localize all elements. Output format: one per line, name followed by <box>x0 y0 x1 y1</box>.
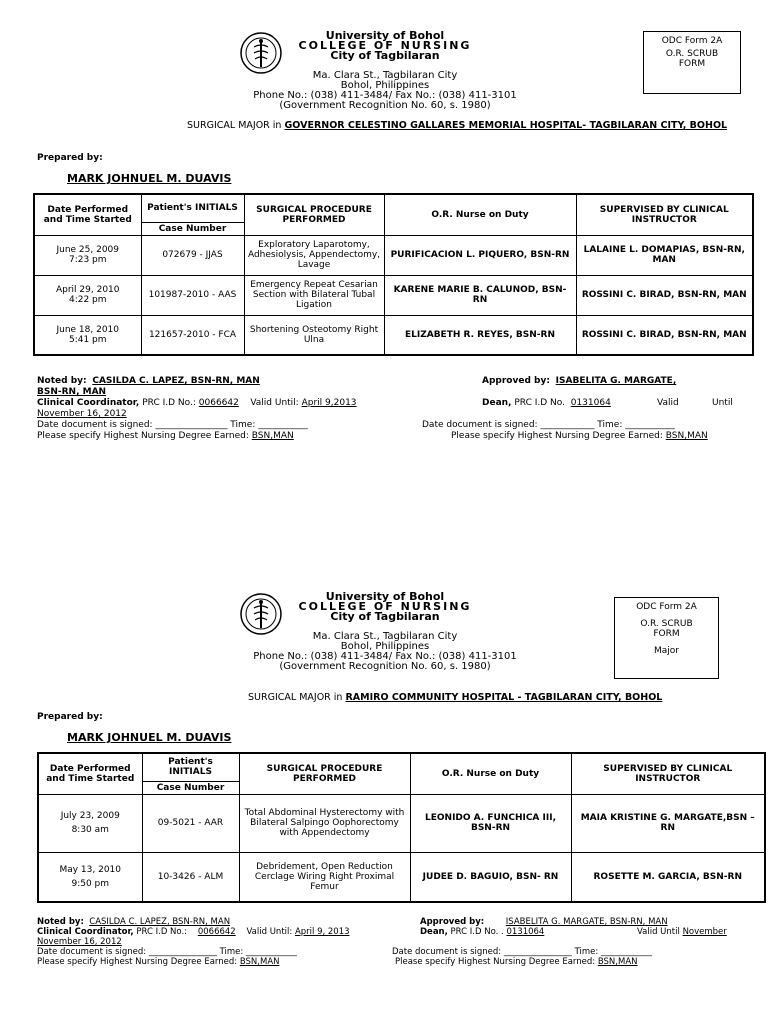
approved-by-name: ISABELITA G. MARGATE, BSN-RN, MAN <box>505 917 668 927</box>
procedure-cell: Total Abdominal Hysterectomy with Bilateral Salpingo Oophorectomy with Appendectomy <box>239 794 410 852</box>
nurse-cell: PURIFICACION L. PIQUERO, BSN-RN <box>384 235 576 275</box>
degree-label-right: Please specify Highest Nursing Degree Earned: <box>451 431 663 441</box>
col-case-number: Case Number <box>142 781 239 794</box>
noted-by-label: Noted by: <box>37 376 87 386</box>
col-patient: Patient's INITIALS <box>141 194 244 222</box>
phone-fax: Phone No.: (038) 411-3484/ Fax No.: (038) 411-3101 <box>253 651 517 662</box>
odc-form-title: O.R. SCRUB <box>665 49 719 59</box>
prc-number: 0066642 <box>197 927 236 937</box>
col-procedure: SURGICAL PROCEDURE PERFORMED <box>239 753 410 794</box>
valid-until-date: April 9, 2013 <box>294 927 350 937</box>
date-cell: May 13, 2010 9:50 pm <box>38 852 142 902</box>
city-name: City of Tagbilaran <box>330 49 440 62</box>
table-header-row <box>38 753 765 781</box>
surgical-major-line <box>248 692 748 704</box>
odc-form-title-2: FORM <box>678 59 706 69</box>
institution-header <box>240 31 530 111</box>
approved-by-line <box>482 376 676 387</box>
degree-line-right <box>451 431 708 442</box>
surgical-major-line <box>155 120 735 132</box>
nurse-cell: KARENE MARIE B. CALUNOD, BSN-RN <box>384 275 576 315</box>
odc-form-number: ODC Form 2A <box>661 36 723 46</box>
procedure-cell: Emergency Repeat Cesarian Section with Bilateral Tubal Ligation <box>244 275 384 315</box>
odc-category: Major <box>654 646 679 656</box>
dean-line <box>482 398 733 409</box>
supervisor-cell: ROSSINI C. BIRAD, BSN-RN, MAN <box>576 315 753 355</box>
date-cell: June 25, 2009 7:23 pm <box>34 235 141 275</box>
valid-until-label: Valid Until: <box>246 927 293 937</box>
degree-value: BSN,MAN <box>239 957 280 967</box>
date-signed-line-right: Date document is signed: ________________ Time: ____________ <box>392 947 652 957</box>
province: Bohol, Philippines <box>340 641 430 652</box>
col-case-number: Case Number <box>141 222 244 235</box>
noted-by-block <box>37 376 357 442</box>
degree-label: Please specify Highest Nursing Degree Earned: <box>37 431 249 441</box>
table-row <box>34 275 753 315</box>
scrub-form-2 <box>0 585 768 1015</box>
procedure-cell: Debridement, Open Reduction Cerclage Wiring Right Proximal Femur <box>239 852 410 902</box>
date-cell: April 29, 2010 4:22 pm <box>34 275 141 315</box>
dean-prc-label: PRC I.D No. <box>514 398 565 408</box>
prc-label: PRC I.D No.: <box>142 398 196 408</box>
college-name: COLLEGE OF NURSING <box>298 600 472 613</box>
approved-by-line <box>420 917 668 927</box>
province: Bohol, Philippines <box>340 80 430 91</box>
col-date: Date Performed and Time Started <box>38 753 142 794</box>
supervisor-cell: MAIA KRISTINE G. MARGATE,BSN –RN <box>571 794 765 852</box>
procedure-cell: Shortening Osteotomy Right Ulna <box>244 315 384 355</box>
supervisor-cell: ROSSINI C. BIRAD, BSN-RN, MAN <box>576 275 753 315</box>
scrub-form-1 <box>0 0 768 470</box>
university-name: University of Bohol <box>325 590 445 603</box>
dean-valid-date: November 16, 2012 <box>37 937 122 947</box>
odc-form-number: ODC Form 2A <box>636 602 697 612</box>
prepared-by-label: Prepared by: <box>37 712 103 722</box>
noted-by-name-cont: BSN-RN, MAN <box>37 387 107 397</box>
dean-prc-number: 0131064 <box>570 398 611 408</box>
supervisor-cell: ROSETTE M. GARCIA, BSN-RN <box>571 852 765 902</box>
degree-label: Please specify Highest Nursing Degree Earned: <box>37 957 238 967</box>
dean-line: Dean, PRC I.D No. . 0131064 Valid Until November <box>420 927 727 937</box>
valid-until-date: April 9,2013 <box>301 398 357 408</box>
dean-valid: Valid <box>657 398 679 408</box>
table-row <box>34 315 753 355</box>
col-supervisor: SUPERVISED BY CLINICAL INSTRUCTOR <box>571 753 765 794</box>
odc-form-box <box>614 597 719 679</box>
supervisor-cell: LALAINE L. DOMAPIAS, BSN-RN, MAN <box>576 235 753 275</box>
col-procedure: SURGICAL PROCEDURE PERFORMED <box>244 194 384 235</box>
col-nurse: O.R. Nurse on Duty <box>410 753 571 794</box>
odc-form-title: O.R. SCRUB <box>640 619 693 629</box>
date-cell: June 18, 2010 5:41 pm <box>34 315 141 355</box>
government-recognition: (Government Recognition No. 60, s. 1980) <box>279 100 491 111</box>
nurse-cell: LEONIDO A. FUNCHICA III, BSN-RN <box>410 794 571 852</box>
case-cell: 09-5021 - AAR <box>142 794 239 852</box>
procedures-table <box>33 193 754 356</box>
university-name: University of Bohol <box>325 29 445 42</box>
date-signed-line-right: Date document is signed: ____________ Time: ___________ <box>422 420 675 430</box>
table-header-row <box>34 194 753 222</box>
col-nurse: O.R. Nurse on Duty <box>384 194 576 235</box>
surgical-major-prefix: SURGICAL MAJOR in <box>187 120 282 131</box>
college-name: COLLEGE OF NURSING <box>298 39 472 52</box>
surgical-major-prefix: SURGICAL MAJOR in <box>248 692 343 703</box>
procedure-cell: Exploratory Laparotomy, Adhesiolysis, Appendectomy, Lavage <box>244 235 384 275</box>
approved-by-label: Approved by: <box>420 917 485 927</box>
table-row <box>34 235 753 275</box>
nurse-cell: JUDEE D. BAGUIO, BSN- RN <box>410 852 571 902</box>
prepared-by-label: Prepared by: <box>37 153 103 163</box>
case-cell: 10-3426 - ALM <box>142 852 239 902</box>
odc-form-title-2: FORM <box>653 629 680 639</box>
col-supervisor: SUPERVISED BY CLINICAL INSTRUCTOR <box>576 194 753 235</box>
government-recognition: (Government Recognition No. 60, s. 1980) <box>279 661 491 672</box>
date-cell: July 23, 2009 8:30 am <box>38 794 142 852</box>
col-date: Date Performed and Time Started <box>34 194 141 235</box>
degree-value: BSN,MAN <box>251 431 294 441</box>
valid-until-label: Valid Until: <box>250 398 299 408</box>
degree-value-right: BSN,MAN <box>665 431 708 441</box>
prepared-by-name: MARK JOHNUEL M. DUAVIS <box>67 731 232 744</box>
prc-number: 0066642 <box>198 398 239 408</box>
city-name: City of Tagbilaran <box>330 610 440 623</box>
degree-label-right: Please specify Highest Nursing Degree Earned: <box>395 957 596 967</box>
coordinator-label: Clinical Coordinator, <box>37 927 134 937</box>
date-signed-line: Date document is signed: ________________ Time: ____________ <box>37 947 297 957</box>
dean-prc-number: 0131064 <box>506 927 545 937</box>
hospital-name: RAMIRO COMMUNITY HOSPITAL - TAGBILARAN CITY, BOHOL <box>345 692 663 703</box>
noted-by-name: CASILDA C. LAPEZ, BSN-RN, MAN <box>89 917 231 927</box>
degree-value-right: BSN,MAN <box>597 957 638 967</box>
degree-line-right <box>395 957 638 967</box>
dean-valid: Valid Until November <box>637 927 727 937</box>
col-patient: Patient's INITIALS <box>142 753 239 781</box>
approved-by-name: ISABELITA G. MARGATE, <box>555 376 677 386</box>
street-address: Ma. Clara St., Tagbilaran City <box>312 631 458 642</box>
odc-form-box <box>643 31 741 94</box>
date-signed-line: Date document is signed: ________________ Time: ___________ <box>37 420 308 430</box>
case-cell: 101987-2010 - AAS <box>141 275 244 315</box>
prepared-by-name: MARK JOHNUEL M. DUAVIS <box>67 172 232 185</box>
coordinator-label: Clinical Coordinator, <box>37 398 140 408</box>
procedures-table <box>37 752 766 903</box>
noted-by-label: Noted by: <box>37 917 84 927</box>
dean-label: Dean, <box>420 927 448 937</box>
noted-by-block <box>37 917 350 967</box>
nurse-cell: ELIZABETH R. REYES, BSN-RN <box>384 315 576 355</box>
case-cell: 121657-2010 - FCA <box>141 315 244 355</box>
dean-valid-date: November 16, 2012 <box>37 409 127 419</box>
phone-fax: Phone No.: (038) 411-3484/ Fax No.: (038) 411-3101 <box>253 90 517 101</box>
dean-until: Until <box>712 398 733 408</box>
dean-prc-label: PRC I.D No. <box>450 927 499 937</box>
approved-by-label: Approved by: <box>482 376 550 386</box>
street-address: Ma. Clara St., Tagbilaran City <box>312 70 458 81</box>
case-cell: 072679 - JJAS <box>141 235 244 275</box>
institution-header <box>240 592 530 672</box>
noted-by-name: CASILDA C. LAPEZ, BSN-RN, MAN <box>92 376 260 386</box>
table-row <box>38 794 765 852</box>
hospital-name: GOVERNOR CELESTINO GALLARES MEMORIAL HOSPITAL- TAGBILARAN CITY, BOHOL <box>284 120 728 131</box>
prc-label: PRC I.D No.: <box>136 927 188 937</box>
table-row <box>38 852 765 902</box>
dean-label: Dean, <box>482 398 512 408</box>
